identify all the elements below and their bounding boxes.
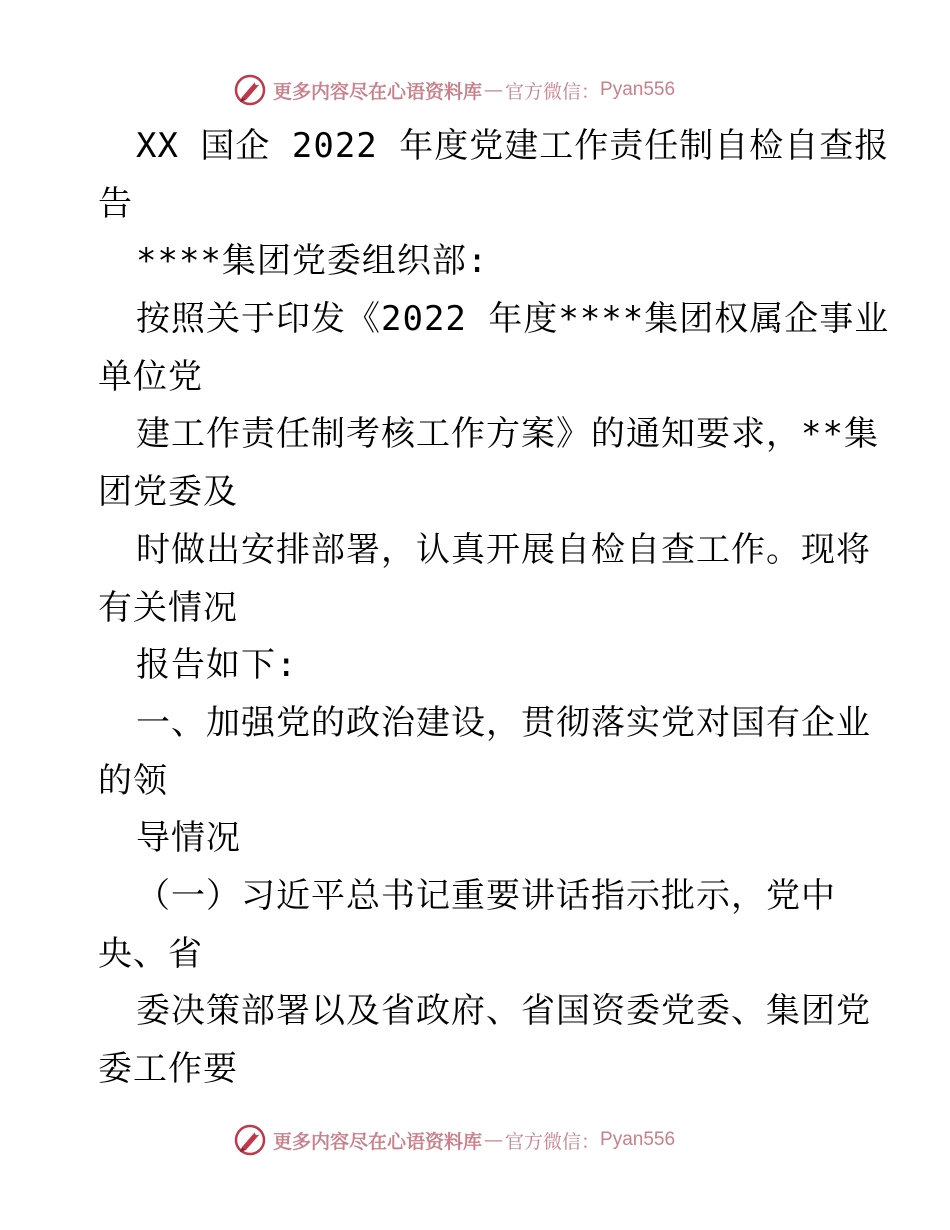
paragraph-line: 团党委及 <box>98 472 238 513</box>
paragraph-line: 时做出安排部署，认真开展自检自查工作。现将 <box>136 529 871 570</box>
salutation-line: ****集团党委组织部: <box>136 241 489 282</box>
paragraph-line: 有关情况 <box>98 587 238 628</box>
section-heading-line: 的领 <box>98 760 168 801</box>
document-title-line-2: 告 <box>98 183 133 224</box>
pen-logo-icon <box>233 1123 267 1157</box>
watermark-official-label: 官方微信： <box>505 1130 601 1153</box>
paragraph-line: 委工作要 <box>98 1049 238 1089</box>
subsection-line: 央、省 <box>98 933 203 974</box>
pen-logo-icon <box>233 73 267 107</box>
document-body <box>98 118 890 1099</box>
subsection-line: （一）习近平总书记重要讲话指示批示，党中 <box>136 875 836 916</box>
paragraph-line: 委决策部署以及省政府、省国资委党委、集团党 <box>136 991 871 1032</box>
document-title-line-1: XX 国企 2022 年度党建工作责任制自检自查报 <box>136 126 890 166</box>
watermark-dash: — <box>484 1129 504 1151</box>
watermark-site-text: 更多内容尽在心语资料库 <box>273 1130 483 1153</box>
paragraph-line: 单位党 <box>98 356 203 397</box>
paragraph-line: 按照关于印发《2022 年度****集团权属企事业 <box>136 299 890 340</box>
paragraph-line: 报告如下: <box>136 645 298 686</box>
footer-watermark <box>233 1122 675 1158</box>
watermark-site-text: 更多内容尽在心语资料库 <box>273 80 483 103</box>
section-heading-line: 导情况 <box>136 818 241 859</box>
watermark-account: Pyan556 <box>600 79 676 100</box>
paragraph-line: 建工作责任制考核工作方案》的通知要求，**集 <box>136 414 879 455</box>
watermark-dash: — <box>484 79 504 101</box>
section-heading-line: 一、加强党的政治建设，贯彻落实党对国有企业 <box>136 702 871 743</box>
header-watermark <box>233 72 675 108</box>
watermark-account: Pyan556 <box>600 1129 676 1150</box>
watermark-official-label: 官方微信： <box>505 80 601 103</box>
